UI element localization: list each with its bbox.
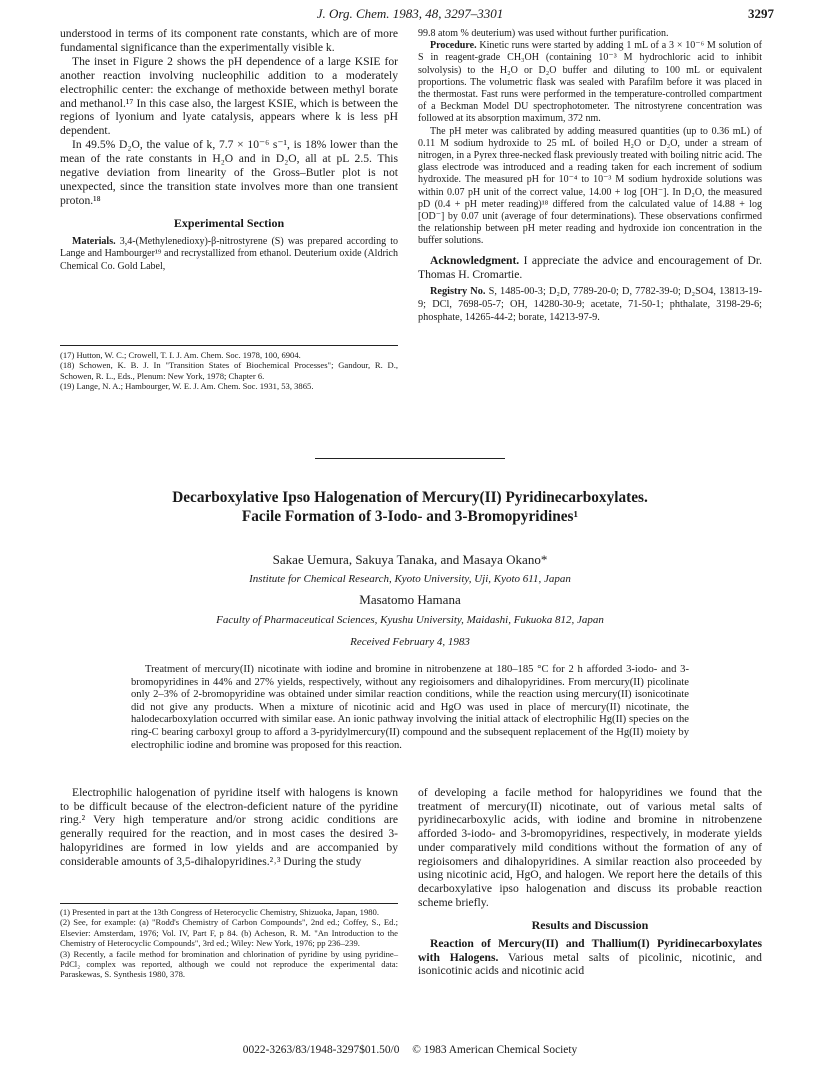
footnote: (1) Presented in part at the 13th Congress of Heterocyclic Chemistry, Shizuoka, Japan, 1980.: [60, 907, 380, 917]
body-right-column: [418, 786, 762, 978]
procedure-text: Kinetic runs were started by adding 1 mL of a 3 × 10⁻⁶ M solution of S in reagent-grade CH₃OH (containing 10⁻³ M hydrochloric acid to inhibit solvolysis) to the H₂O or D₂O buffer and diluting to 100 mL or equivalent proportions. The volumetric flask was sealed with Parafilm before it was placed in the thermostat. Fast runs were performed in the temperature-controlled compartment of a Beckman Model DU spectrophotometer. The nitrostyrene concentration was followed at its absorption maximum, 372 nm.: [418, 40, 763, 125]
section-heading: Experimental Section: [173, 215, 285, 230]
body-left-column: [60, 786, 398, 868]
journal-citation: J. Org. Chem. 1983, 48, 3297–3301: [316, 6, 504, 21]
article-footnotes: [60, 907, 398, 980]
article-code: 0022-3263/83/1948-3297$01.50/0: [242, 1044, 400, 1056]
title-line: Decarboxylative Ipso Halogenation of Mercury(II) Pyridinecarboxylates.: [172, 489, 648, 506]
footnote: (2) See, for example: (a) "Rodd's Chemistry of Carbon Compounds", 2nd ed.; Coffey, S., Ed.; Elsevier: Amsterdam, 1976; Vol. IV, Part F, p 84. (b) Acheson, R. M. "An Introduction to the Chemistry of Heterocyclic Compounds", 3rd ed.; Wiley: New York, 1976; pp 236–239.: [60, 917, 398, 949]
footnote: (3) Recently, a facile method for bromination and chlorination of pyridine by using pyridine–PdCl₂ complex was reported, although we could not reproduce the experimental data: Paraskewas, S. Synthesis 1980, 378.: [60, 948, 398, 980]
affiliation-line: Faculty of Pharmaceutical Sciences, Kyushu University, Maidashi, Fukuoka 812, Japan: [216, 614, 604, 626]
article-separator: [315, 458, 505, 459]
prev-left-column: [60, 27, 398, 273]
title-line: Facile Formation of 3-Iodo- and 3-Bromopyridines¹: [241, 508, 579, 525]
affiliation-line: Institute for Chemical Research, Kyoto University, Uji, Kyoto 611, Japan: [249, 573, 571, 585]
prev-footnotes: [60, 350, 398, 392]
materials-text: 3,4-(Methylenedioxy)-β-nitrostyrene (S) was prepared according to Lange and Hambourger¹⁹ and recrystallized from ethanol. Deuterium oxide (Aldrich Chemical Co. Gold Label,: [60, 235, 399, 272]
run-in-label: Registry No.: [430, 286, 486, 298]
run-in-label: Procedure.: [430, 40, 477, 52]
footnote: (17) Hutton, W. C.; Crowell, T. I. J. Am. Chem. Soc. 1978, 100, 6904.: [60, 350, 301, 360]
run-in-label: Acknowledgment.: [430, 253, 520, 267]
copyright: © 1983 American Chemical Society: [412, 1044, 578, 1056]
materials-paragraph: [60, 236, 398, 274]
abstract: Treatment of mercury(II) nicotinate with iodine and bromine in nitrobenzene at 180–185 °C for 2 h afforded 3-iodo- and 3-bromopyridines in 44% and 27% yields, respectively, without any regioisomers and dihalopyridines. From mercury(II) picolinate only 2–3% of 2-bromopyridine was obtained under similar reaction conditions, while the reaction using mercury(II) isonicotinate did not give any products. When a mixture of nicotinic acid and HgO was used in place of mercury(II) nicotinate, the halodecarboxylation occurred with similar ease. An ionic pathway involving the initial attack of electrophilic Hg(II) species on the ring-C bearing carboxyl group to afford a 3-pyridylmercury(II) compound and the subsequent replacement of the Hg(II) moiety by electrophilic iodine and bromine was proposed for this reaction.: [131, 664, 689, 751]
acknowledgment-text: I appreciate the advice and encouragement of Dr. Thomas H. Cromartie.: [418, 253, 762, 281]
paragraph: 99.8 atom % deuterium) was used without further purification.: [418, 28, 669, 39]
received-date: Received February 4, 1983: [350, 636, 470, 648]
results-text: Various metal salts of picolinic, nicotinic, and isonicotinic acids and nicotinic acid: [418, 950, 762, 978]
authors-line: Masatomo Hamana: [359, 592, 461, 607]
paragraph: understood in terms of its component rate constants, which are of more fundamental significance than the experimentally visible k.: [60, 27, 398, 54]
paragraph: Electrophilic halogenation of pyridine itself with halogens is known to be difficult because of the electron-deficient nature of the pyridine ring.² Very high temperature and/or strong acidic conditions are generally required for the reaction, and in most cases the desired 3-halopyridines are formed in low yields and are accompanied by considerable amounts of 3,5-dihalopyridines.²˒³ During the study: [60, 786, 398, 868]
running-header: [0, 6, 820, 24]
paragraph: The pH meter was calibrated by adding measured quantities (up to 0.36 mL) of 0.11 M sodium hydroxide to 25 mL of boiled H₂O or D₂O, under a stream of nitrogen, in a Pyrex three-necked flask previously treated with boiling nitric acid. The glass electrode was introduced and a reading taken for each increment of sodium hydroxide. The measured pH for 10⁻⁴ to 10⁻³ M sodium hydroxide solutions was within 0.07 pH unit of the correct value, 14.00 + log [OH⁻]. In D₂O, the measured pD (0.4 + pH meter reading)¹⁸ differed from the calculated value of 14.88 + log [OD⁻] by 0.07 unit (average of four determinations). These observations confirmed the relationship between pH meter reading and hydroxide ion concentration in the buffer solutions.: [418, 125, 762, 247]
section-heading: Results and Discussion: [531, 918, 649, 933]
paragraph: In 49.5% D₂O, the value of k, 7.7 × 10⁻⁶ s⁻¹, is 18% lower than the mean of the rate constants in H₂O and in D₂O, all at pL 2.5. This negative deviation from linearity of the Gross–Butler plot is not unexpected, since the transition state involves more than one transient proton.¹⁸: [60, 138, 398, 207]
authors-line: Sakae Uemura, Sakuya Tanaka, and Masaya Okano*: [272, 552, 548, 567]
paragraph: The inset in Figure 2 shows the pH dependence of a large KSIE for another reaction involving nucleophilic addition to a moderately electrophilic center: the exchange of methoxide between methyl borate and methanol.¹⁷ In this case also, the largest KSIE, which is between the regions of lyonium and lyate catalysis, appears where k is less pH dependent.: [60, 54, 398, 138]
footnote: (18) Schowen, K. B. J. In "Transition States of Biochemical Processes"; Gandour, R. D., Schowen, R. L., Eds., Plenum: New York, 1978; Chapter 6.: [60, 360, 398, 381]
page-footer: [0, 1044, 820, 1056]
article-title: [40, 488, 780, 526]
footnote: (19) Lange, N. A.; Hambourger, W. E. J. Am. Chem. Soc. 1931, 53, 3865.: [60, 381, 314, 392]
run-in-label: Reaction of Mercury(II) and Thallium(I) Pyridinecarboxylates with Halogens.: [418, 937, 762, 964]
paragraph: of developing a facile method for halopyridines we found that the treatment of mercury(II) nicotinate, out of various metal salts of pyridinecarboxylic acids, with iodine and bromine in nitrobenzene afforded 3-iodo- and 3-bromopyridines, respectively, in moderate yields under comparatively mild conditions without the formation of any of regioisomers and dihalopyridines. A similar reaction also proceeded by using nicotinic acid, HgO, and halogen. We report here the details of this decarboxylative ipso halogenation and discuss its probable reaction scheme briefly.: [418, 786, 762, 909]
run-in-label: Materials.: [72, 235, 116, 247]
page-number: 3297: [748, 6, 774, 21]
footnote-divider: [60, 903, 398, 904]
footnote-divider: [60, 345, 398, 346]
prev-right-column: [418, 28, 762, 324]
registry-text: S, 1485-00-3; D₂D, 7789-20-0; D, 7782-39-0; D₂SO4, 13813-19-9; DCl, 7698-05-7; OH, 14280-30-9; acetate, 71-50-1; phthalate, 3198-29-6; phosphate, 14265-44-2; borate, 14213-97-9.: [418, 286, 762, 323]
